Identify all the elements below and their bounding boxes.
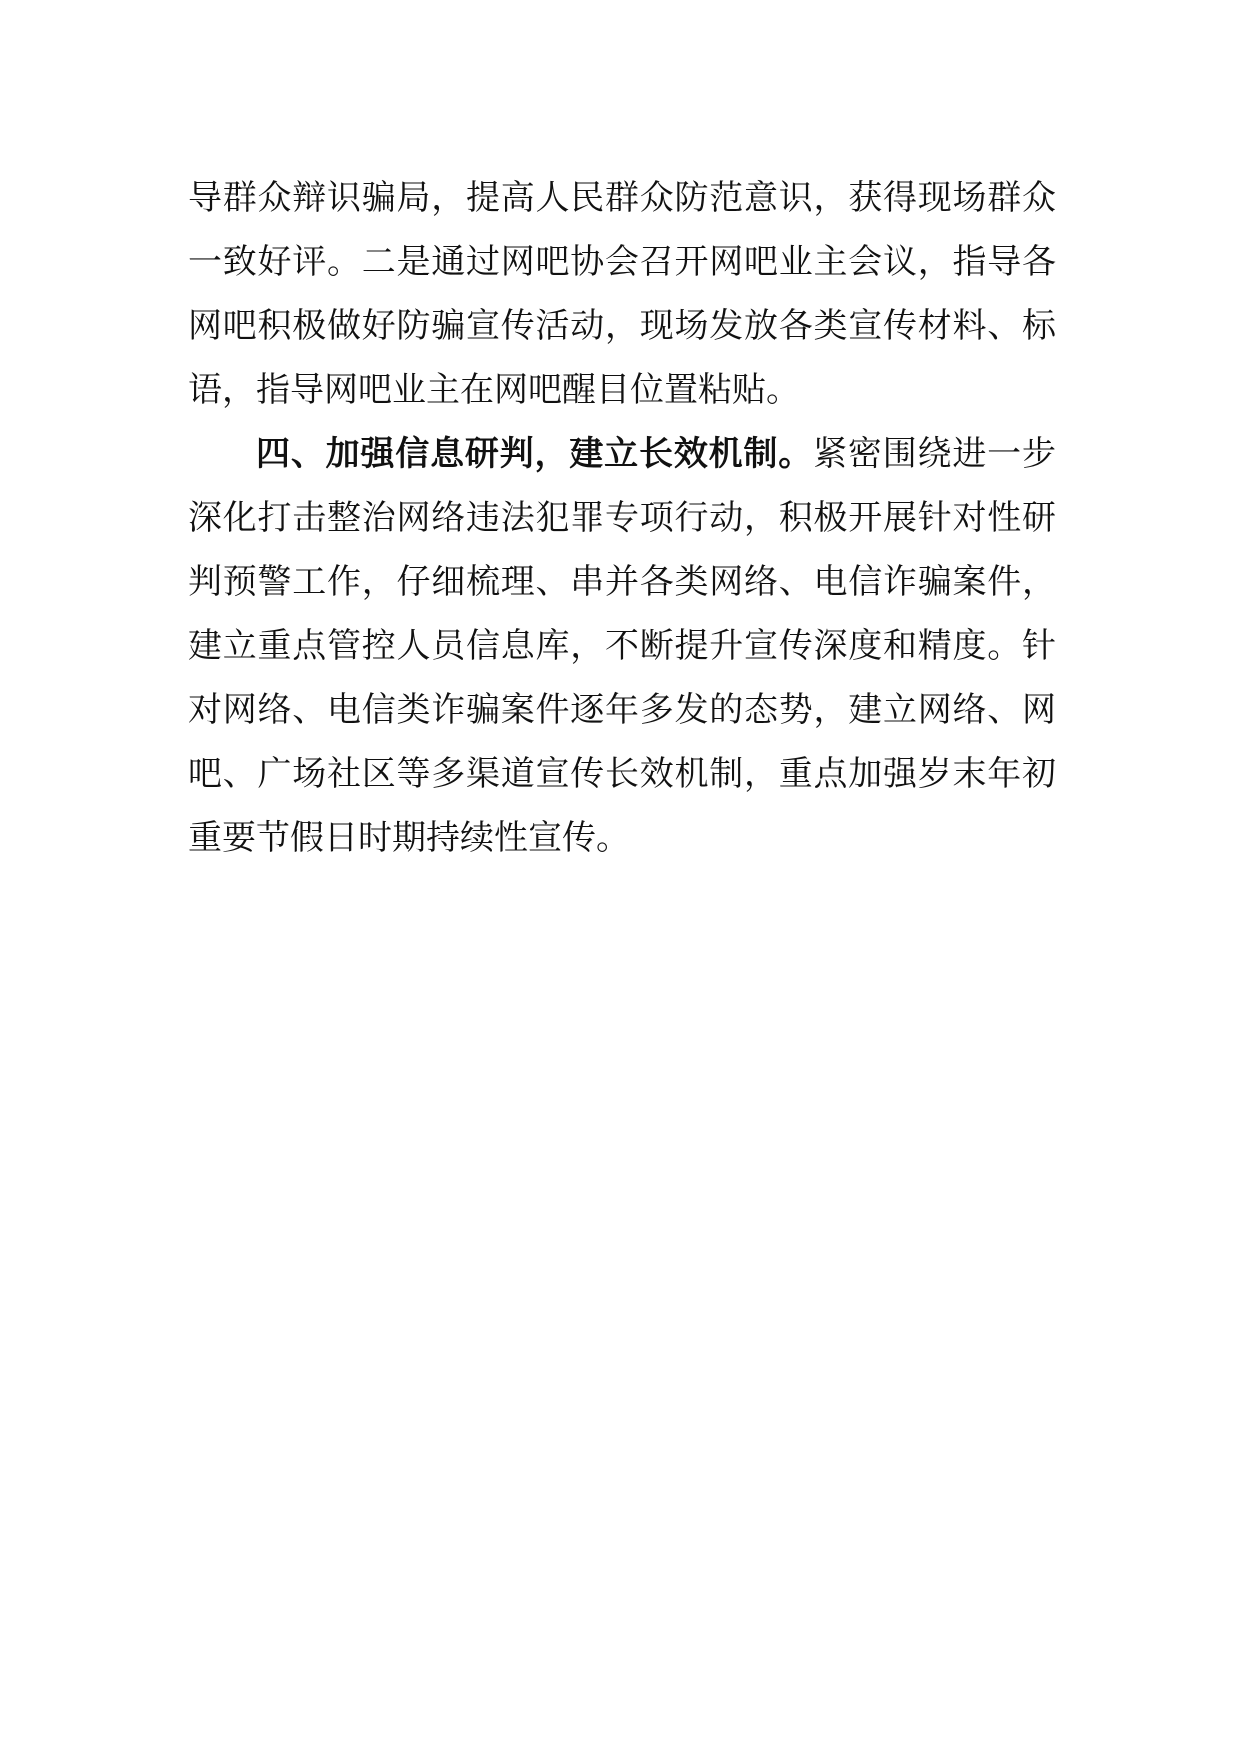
paragraph-1-line-4: 语，指导网吧业主在网吧醒目位置粘贴。	[188, 370, 800, 410]
section-heading: 四、加强信息研判，建立长效机制。	[256, 434, 814, 474]
paragraph-2-line-2: 深化打击整治网络违法犯罪专项行动，积极开展针对性研	[188, 498, 1056, 538]
paragraph-2-line-3: 判预警工作，仔细梳理、串并各类网络、电信诈骗案件，	[188, 562, 1056, 602]
paragraph-2-line-6: 吧、广场社区等多渠道宣传长效机制，重点加强岁末年初	[188, 754, 1056, 794]
paragraph-2-line-1	[256, 422, 1056, 486]
paragraph-1-line-1: 导群众辩识骗局，提高人民群众防范意识，获得现场群众	[188, 178, 1056, 218]
paragraph-1-line-2: 一致好评。二是通过网吧协会召开网吧业主会议，指导各	[188, 242, 1056, 282]
section-heading-continuation: 紧密围绕进一步	[813, 434, 1057, 474]
paragraph-2-line-4: 建立重点管控人员信息库，不断提升宣传深度和精度。针	[188, 626, 1056, 666]
paragraph-2-line-7: 重要节假日时期持续性宣传。	[188, 818, 630, 858]
paragraph-2-line-5: 对网络、电信类诈骗案件逐年多发的态势，建立网络、网	[188, 690, 1056, 730]
paragraph-1-line-3: 网吧积极做好防骗宣传活动，现场发放各类宣传材料、标	[188, 306, 1056, 346]
